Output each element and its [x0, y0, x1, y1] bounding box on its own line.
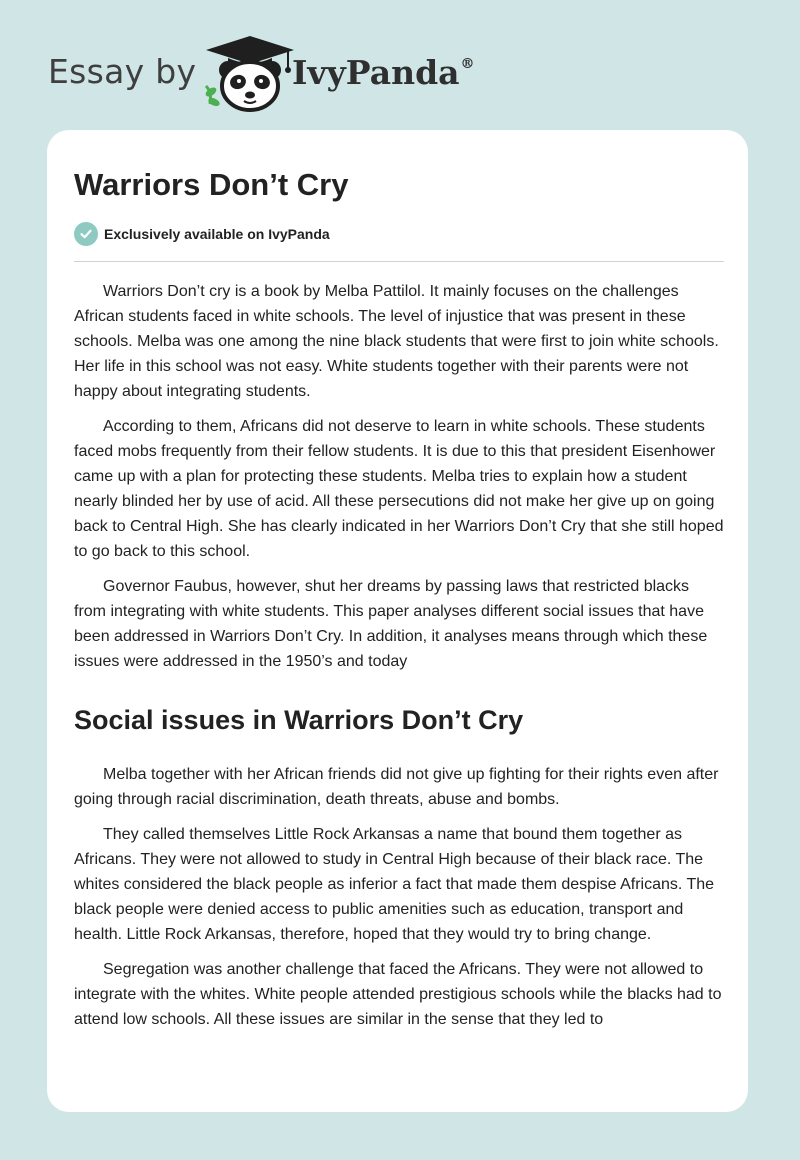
essay-title: Warriors Don’t Cry	[74, 167, 349, 202]
panda-graduate-icon[interactable]	[200, 34, 296, 112]
social-issues-section	[74, 704, 724, 736]
essay-paragraph: Governor Faubus, however, shut her dreams by passing laws that restricted blacks from integrating with white students. This paper analyses different social issues that have been addressed in Warriors Don’t Cry. In addition, it analyses means through which these issues were addressed in the 1950’s and today	[74, 578, 708, 670]
section-heading: Social issues in Warriors Don’t Cry	[74, 705, 524, 735]
essay-paragraph: According to them, Africans did not deserve to learn in white schools. These students faced mobs frequently from their fellow students. It is due to this that president Eisenhower came up with a plan for protecting these students. Melba tries to explain how a student nearly blinded her by use of acid. All these persecutions did not make her give up on going back to Central High. She has clearly indicated in her Warriors Don’t Cry that she still hoped to go back to this school.	[74, 418, 724, 560]
essay-paragraph: Segregation was another challenge that faced the Africans. They were not allowed to integrate with the whites. White people attended prestigious schools while the blacks had to attend low schools. All these issues are similar in the sense that they led to	[74, 961, 722, 1028]
brand-name: IvyPanda	[292, 53, 460, 92]
site-header	[0, 0, 800, 120]
essay-paragraph: Warriors Don’t cry is a book by Melba Pattilol. It mainly focuses on the challenges African students faced in white schools. The level of injustice that was present in these schools. Melba was one among the nine black students that were first to join white schools. Her life in this school was not easy. White students together with their parents were not happy about integrating students.	[74, 283, 719, 400]
title-divider	[74, 261, 724, 262]
essay-paragraph: Melba together with her African friends did not give up fighting for their rights even after going through racial discrimination, death threats, abuse and bombs.	[74, 766, 719, 808]
intro-section	[74, 279, 724, 684]
social-issues-body	[74, 762, 724, 1042]
registered-mark: ®	[460, 56, 475, 72]
exclusive-badge	[74, 222, 330, 246]
check-circle-icon	[74, 222, 98, 246]
essay-paragraph: They called themselves Little Rock Arkansas a name that bound them together as Africans. They were not allowed to study in Central High because of their black race. The whites considered the black people as inferior a fact that made them despise Africans. The black people were denied access to public amenities such as education, transport and health. Little Rock Arkansas, therefore, hoped that they would try to bring change.	[74, 826, 715, 943]
brand-logo-text[interactable]	[292, 53, 475, 92]
essay-card	[47, 130, 748, 1112]
badge-label: Exclusively available on IvyPanda	[104, 226, 330, 242]
brand-prefix: Essay by	[48, 52, 197, 91]
